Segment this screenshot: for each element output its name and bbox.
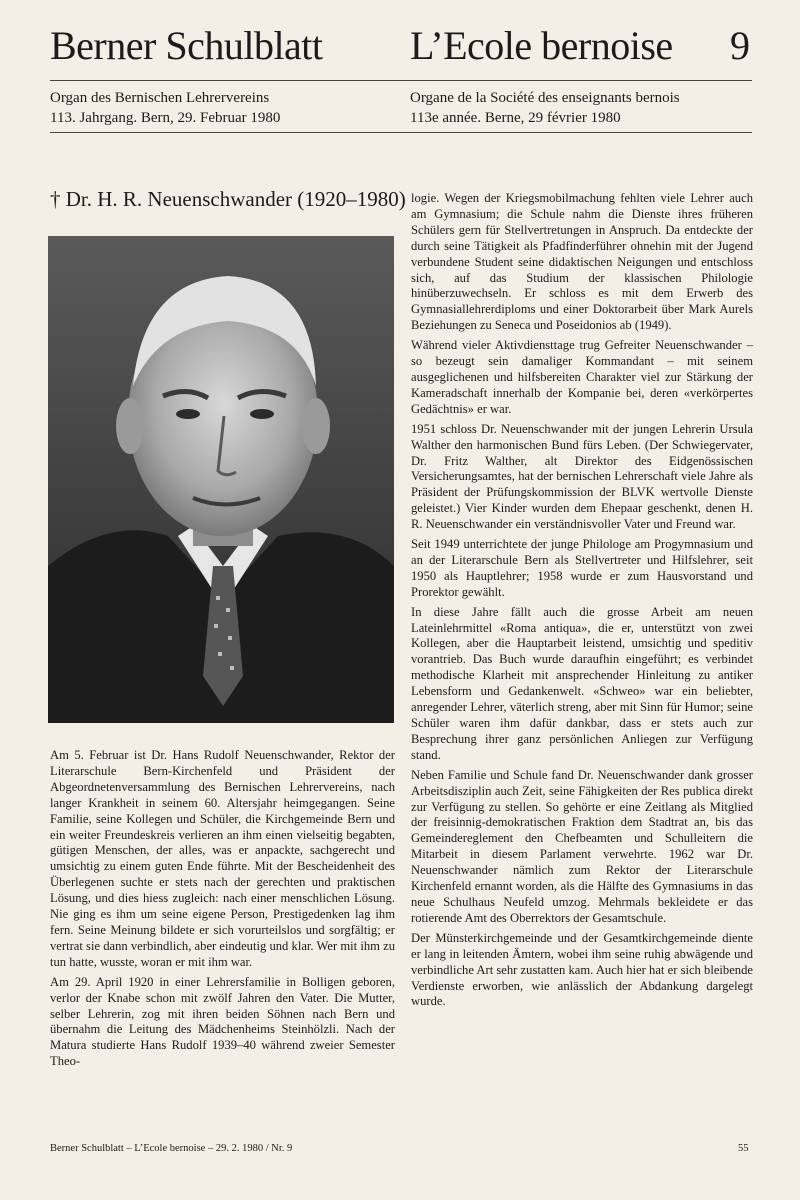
footer-page-number: 55 <box>738 1143 749 1154</box>
paragraph: logie. Wegen der Kriegsmobilmachung fehlten viele Lehrer auch am Gymnasium; die Schule nahm die Dienste ihres früheren Schülers gern für Stellvertretungen in Anspruch. Da entdeckte der durch seine Tätigkeit als Pfadfinderführer ohnehin mit der Jugend verbundene Student seine didaktischen Neigungen und entschloss sich, auf das Studium der klassischen Philologie hinüberzuwechseln. Er schloss es mit dem Erwerb des Gymnasiallehrerdiploms und einer Doktorarbeit über Mark Aurels Beziehungen zu Seneca und Poseidonios ab (1949). <box>411 191 753 333</box>
issue-fr: 113e année. Berne, 29 février 1980 <box>410 110 621 126</box>
masthead-rule-bottom <box>50 132 752 133</box>
paragraph: 1951 schloss Dr. Neuenschwander mit der jungen Lehrerin Ursula Walther den harmonischen Bund fürs Leben. (Der Schwiegervater, Dr. Fritz Walther, alt Direktor des Eidgenössischen Versicherungsamtes, hat der bernischen Lehrerschaft viele Jahre als Präsident der Prüfungskommission der BLVK wertvolle Dienste geleistet.) Vier Kinder wurden dem Ehepaar geschenkt, denen H. R. Neuenschwander ein verständnisvoller Vater und Freund war. <box>411 421 753 532</box>
portrait-photo <box>48 236 394 723</box>
masthead-sub-de <box>50 88 280 128</box>
paragraph: In diese Jahre fällt auch die grosse Arbeit am neuen Lateinlehrmittel «Roma antiqua», die er, unterstützt von zwei Kollegen, aber die Hauptarbeit leistend, umsichtig und speditiv vorantrieb. Das Buch wurde daraufhin eingeführt; es verbindet methodische Klarheit mit ansprechender Hinleitung zu antiker Lebensform und Gedankenwelt. «Schweo» war ein beliebter, anregender Lehrer, väterlich streng, aber mit Sinn für Humor; seine Schüler waren ihm dafür dankbar, dass er stets auch zur Besprechung ihrer ganz persönlichen Anliegen zur Verfügung stand. <box>411 604 753 762</box>
paragraph: Seit 1949 unterrichtete der junge Philologe am Progymnasium und an der Literarschule Bern als Stellvertreter und Hilfslehrer, seit 1950 als Hauptlehrer; 1958 wurde er zum Hausvorstand und Prorektor gewählt. <box>411 537 753 599</box>
masthead-title-de: Berner Schulblatt <box>50 23 323 68</box>
portrait-illustration <box>48 236 394 723</box>
organ-de: Organ des Bernischen Lehrervereins <box>50 90 270 106</box>
masthead-title-fr: L’Ecole bernoise <box>410 23 673 68</box>
paragraph: Während vieler Aktivdiensttage trug Gefreiter Neuenschwander – so bezeugt sein damaliger Kommandant – mit seinem ausgeglichenen und hilfsbereiten Charakter viel zur Stärkung der Kameradschaft innerhalb der Kompanie bei, deren «verkörpertes Gedächtnis» er war. <box>411 338 753 416</box>
masthead-page-number: 9 <box>730 23 750 68</box>
issue-de: 113. Jahrgang. Bern, 29. Februar 1980 <box>50 110 281 126</box>
paragraph: Neben Familie und Schule fand Dr. Neuenschwander dank grosser Arbeitsdisziplin auch Zeit, seine Fähigkeiten der Res publica direkt zur Verfügung zu stellen. So gehörte er eine Zeitlang als Mitglied der freisinnig-demokratischen Fraktion dem Stadtrat an, bis das Gemeindereglement den Chefbeamten und Schulleitern die Mitarbeit in diesem Parlament verwehrte. 1962 war Dr. Neuenschwander nämlich zum Rektor der Literarschule Kirchenfeld ernannt worden, als die Hälfte des Gymnasiums in das neue Schulhaus Neufeld umzog. Mehrmals bekleidete er das rotierende Amt des Oberrektors der Gesamtschule. <box>411 767 753 925</box>
paragraph: Der Münsterkirchgemeinde und der Gesamtkirchgemeinde diente er lang in leitenden Ämtern, wobei ihm seine ruhig abwägende und verbindliche Art sehr zustatten kam. Auch hier hat er sich bleibende Verdienste erworben, wie anlässlich der Abdankung dargelegt wurde. <box>411 930 753 1009</box>
article-title: † Dr. H. R. Neuenschwander (1920–1980) <box>50 187 406 211</box>
organ-fr: Organe de la Société des enseignants bernois <box>410 90 680 106</box>
article-column-right <box>411 191 753 1014</box>
footer-citation: Berner Schulblatt – L’Ecole bernoise – 29. 2. 1980 / Nr. 9 <box>50 1143 293 1154</box>
masthead-sub-fr <box>410 88 680 128</box>
paragraph: Am 29. April 1920 in einer Lehrersfamilie in Bolligen geboren, verlor der Knabe schon mit zwölf Jahren den Vater. Die Mutter, selber Lehrerin, zog mit ihren beiden Söhnen nach Bern und übernahm die Leitung des Mädchenheims Steinhölzli. Nach der Matura studierte Hans Rudolf 1939–40 während zweier Semester Theo- <box>50 974 395 1069</box>
masthead-rule-top <box>50 80 752 81</box>
paragraph: Am 5. Februar ist Dr. Hans Rudolf Neuenschwander, Rektor der Literarschule Bern-Kirchenfeld und Präsident der Abgeordnetenversammlung des Bernischen Lehrervereins, nach langer Krankheit in seinem 60. Altersjahr heimgegangen. Seine Familie, seine Kollegen und Schüler, die Kirchgemeinde Bern und ein weiter Freundeskreis verlieren an ihm einen vielseitig begabten, gütigen Menschen, der alles, was er anpackte, sachgerecht und umsichtig zu einem guten Ende führte. Mit der Bescheidenheit des Überlegenen suchte er stets nach der gerechten und praktischen Lösung, und dies hiess zugleich: nach einer menschlichen Lösung. Nie ging es ihm um seine eigene Person, Prestigedenken lag ihm fern. Seine Meinung bildete er sich vorurteilslos und sorgfältig; er vertrat sie dann verbindlich, aber eindeutig und klar. Wer mit ihm zu tun hatte, wusste, woran er mit ihm war. <box>50 748 395 969</box>
article-column-left <box>50 748 395 1074</box>
